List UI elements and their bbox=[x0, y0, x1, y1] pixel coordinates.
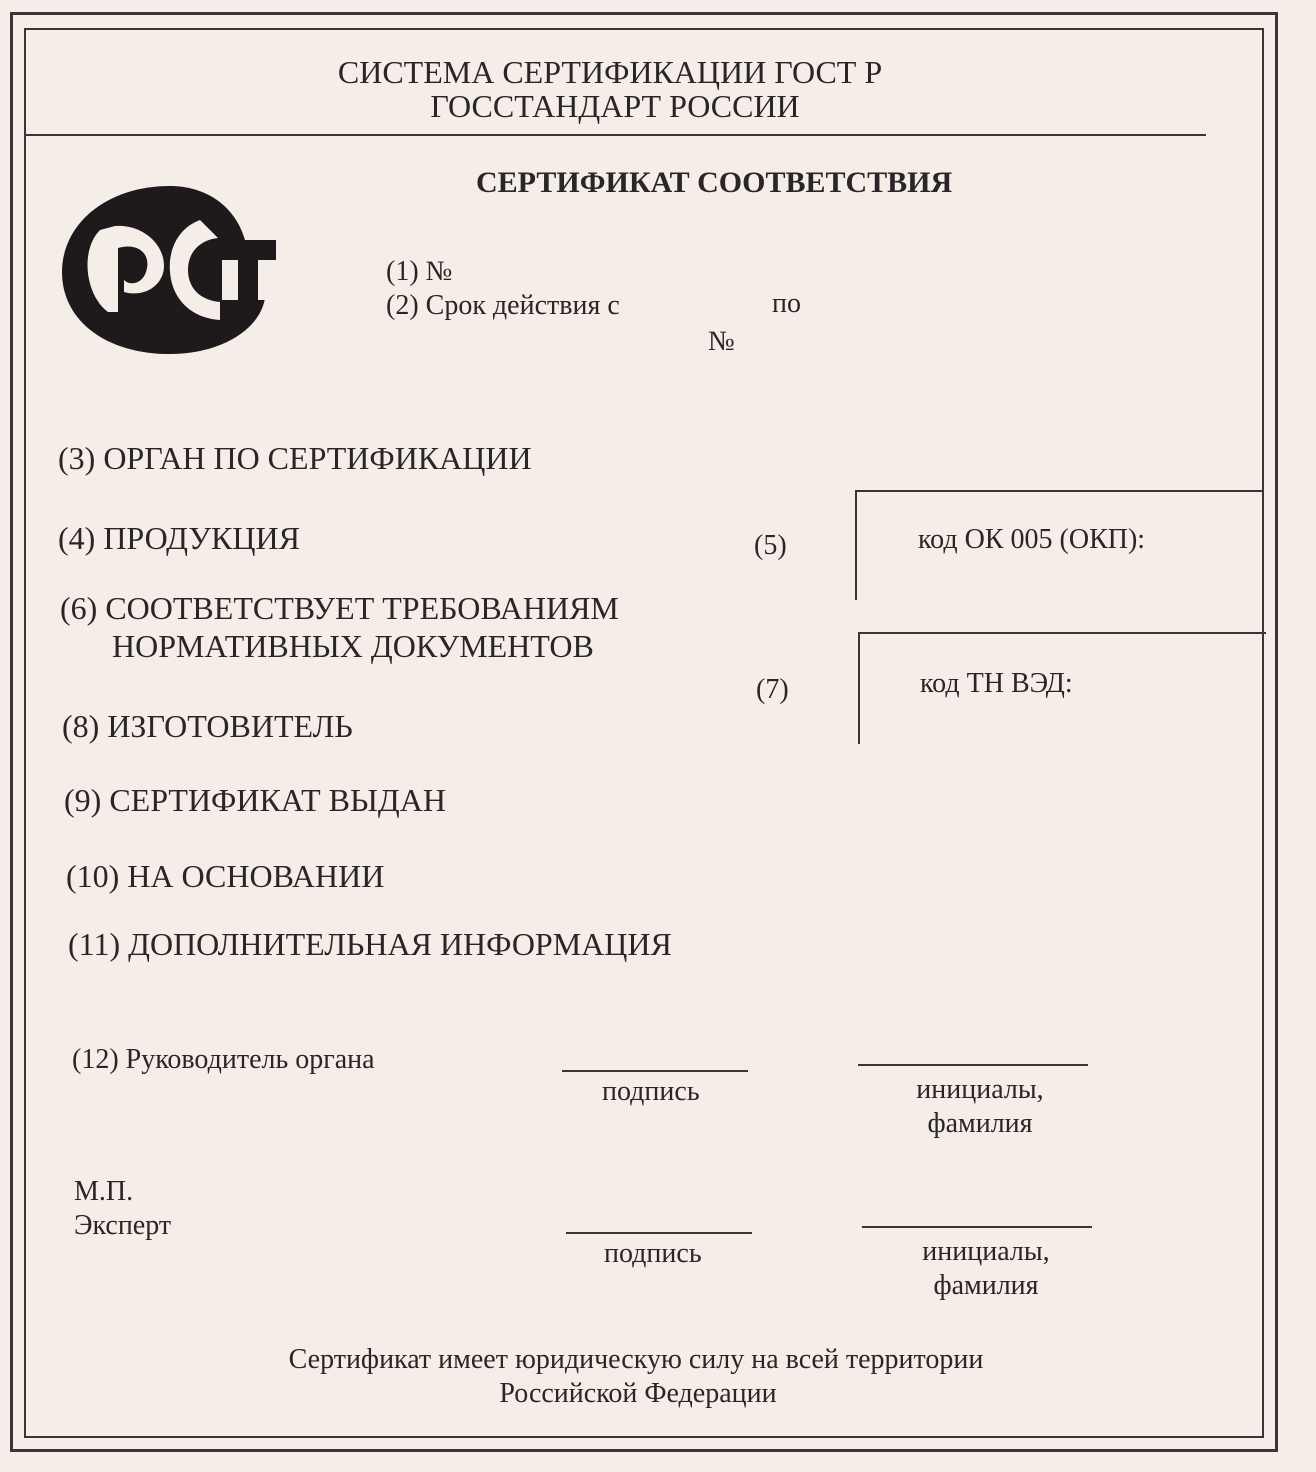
head-initials-caption-1: инициалы, bbox=[916, 1074, 1044, 1105]
field-number: (1) № bbox=[386, 256, 453, 287]
field-sub-number: № bbox=[708, 326, 735, 357]
tnved-box-left bbox=[858, 632, 860, 744]
tnved-label: код ТН ВЭД: bbox=[920, 668, 1073, 699]
header-divider bbox=[26, 134, 1206, 136]
field-validity: (2) Срок действия с bbox=[386, 290, 620, 321]
head-initials-line bbox=[858, 1064, 1088, 1066]
head-signature-caption: подпись bbox=[602, 1076, 700, 1107]
certificate-title: СЕРТИФИКАТ СООТВЕТСТВИЯ bbox=[476, 166, 953, 199]
expert-signature-line bbox=[566, 1232, 752, 1234]
header-system: СИСТЕМА СЕРТИФИКАЦИИ ГОСТ Р bbox=[337, 54, 883, 90]
expert-label: Эксперт bbox=[74, 1210, 172, 1241]
field-organ: (3) ОРГАН ПО СЕРТИФИКАЦИИ bbox=[58, 440, 532, 476]
head-of-organ-label: (12) Руководитель органа bbox=[72, 1044, 375, 1075]
head-initials-caption-2: фамилия bbox=[927, 1108, 1033, 1139]
expert-initials-line bbox=[862, 1226, 1092, 1228]
field-conforms-1: (6) СООТВЕТСТВУЕТ ТРЕБОВАНИЯМ bbox=[60, 590, 619, 626]
field-additional: (11) ДОПОЛНИТЕЛЬНАЯ ИНФОРМАЦИЯ bbox=[68, 926, 672, 962]
field-validity-to: по bbox=[772, 288, 801, 319]
okp-label: код ОК 005 (ОКП): bbox=[918, 524, 1146, 555]
rst-logo-icon bbox=[60, 180, 280, 360]
okp-number: (5) bbox=[754, 530, 787, 561]
stamp-label: М.П. bbox=[74, 1176, 134, 1207]
tnved-number: (7) bbox=[756, 674, 789, 705]
head-signature-line bbox=[562, 1070, 748, 1072]
expert-initials-caption-2: фамилия bbox=[933, 1270, 1039, 1301]
expert-signature-caption: подпись bbox=[604, 1238, 702, 1269]
field-product: (4) ПРОДУКЦИЯ bbox=[58, 520, 300, 556]
footer-line-2: Российской Федерации bbox=[499, 1378, 777, 1409]
field-conforms-2: НОРМАТИВНЫХ ДОКУМЕНТОВ bbox=[112, 628, 594, 664]
footer-line-1: Сертификат имеет юридическую силу на всей территории bbox=[288, 1344, 984, 1375]
expert-initials-caption-1: инициалы, bbox=[922, 1236, 1050, 1267]
okp-box-left bbox=[855, 490, 857, 600]
field-issued: (9) СЕРТИФИКАТ ВЫДАН bbox=[64, 782, 446, 818]
header-gosstandart: ГОССТАНДАРТ РОССИИ bbox=[430, 88, 800, 124]
field-basis: (10) НА ОСНОВАНИИ bbox=[66, 858, 385, 894]
okp-box-top bbox=[856, 490, 1262, 492]
field-manufacturer: (8) ИЗГОТОВИТЕЛЬ bbox=[62, 708, 353, 744]
tnved-box-top bbox=[858, 632, 1266, 634]
